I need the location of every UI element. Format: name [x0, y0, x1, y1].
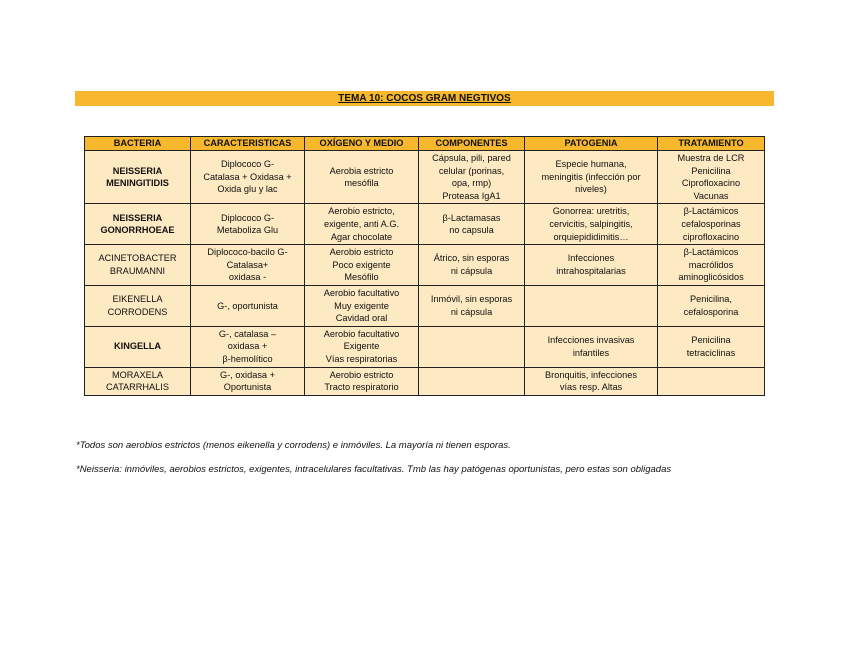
cell-patogenia: [525, 204, 658, 245]
cell-line: β-Lactamasas: [442, 212, 501, 223]
cell-line: Diplococo-bacilo G-: [207, 247, 288, 258]
cell-line: Poco exigente: [332, 259, 391, 270]
table-body: [85, 151, 765, 396]
cell-line: Catalasa+: [226, 259, 269, 270]
cell-line: celular (porinas,: [438, 165, 505, 176]
cell-line: Aerobio estricto: [329, 247, 394, 258]
cell-line: Aerobio estricto,: [328, 206, 395, 217]
cell-line: KINGELLA: [114, 341, 161, 352]
cell-bacteria: [85, 245, 191, 286]
cell-line: Exigente: [343, 341, 380, 352]
cell-line: G-, oxidasa +: [220, 369, 275, 380]
table-row: [85, 204, 765, 245]
cell-bacteria: [85, 151, 191, 204]
cell-line: Vacunas: [693, 190, 729, 201]
cell-line: mesófila: [344, 178, 379, 189]
cell-line: niveles): [575, 184, 607, 195]
cell-line: CATARRHALIS: [106, 382, 169, 393]
column-header-componentes: COMPONENTES: [419, 137, 525, 151]
page-title: TEMA 10: COCOS GRAM NEGTIVOS: [75, 91, 774, 106]
cell-patogenia: [525, 326, 658, 367]
cell-line: intrahospitalarias: [556, 266, 626, 277]
cell-patogenia: [525, 367, 658, 395]
cell-tratamiento: [658, 245, 765, 286]
cell-line: Penicilina: [691, 165, 731, 176]
cell-oxigeno: [305, 285, 419, 326]
cell-line: GONORRHOEAE: [100, 225, 175, 236]
cell-tratamiento: [658, 204, 765, 245]
cell-line: Aerobia estricto: [329, 165, 394, 176]
cell-bacteria: [85, 367, 191, 395]
table-row: [85, 285, 765, 326]
cell-line: Penicilina: [691, 335, 731, 346]
cell-patogenia: [525, 245, 658, 286]
cell-tratamiento: [658, 151, 765, 204]
cell-caracteristicas: [191, 204, 305, 245]
cell-line: Átrico, sin esporas: [433, 253, 510, 264]
cell-line: ciprofloxacino: [682, 231, 740, 242]
cell-bacteria: [85, 285, 191, 326]
cell-line: Penicilina,: [690, 294, 732, 305]
column-header-bacteria: BACTERIA: [85, 137, 191, 151]
cell-line: G-, oportunista: [217, 300, 278, 311]
cell-line: tetraciclinas: [686, 347, 736, 358]
cell-line: Infecciones: [567, 253, 615, 264]
cell-oxigeno: [305, 204, 419, 245]
cell-line: Especie humana,: [555, 159, 627, 170]
cell-line: exigente, anti A.G.: [323, 218, 400, 229]
cell-line: Oxida glu y lac: [217, 184, 278, 195]
cell-line: Tracto respiratorio: [324, 382, 399, 393]
column-header-patogenia: PATOGENIA: [525, 137, 658, 151]
cell-oxigeno: [305, 245, 419, 286]
cell-line: oxidasa +: [227, 341, 268, 352]
cell-line: Aerobio facultativo: [323, 287, 400, 298]
cell-line: vías resp. Altas: [559, 382, 623, 393]
cell-tratamiento: [658, 285, 765, 326]
cell-line: aminoglicósidos: [678, 272, 744, 283]
cell-patogenia: [525, 285, 658, 326]
cell-line: β-Lactámicos: [683, 247, 739, 258]
cell-line: cefalosporina: [683, 306, 739, 317]
cell-line: Cápsula, pili, pared: [432, 153, 511, 163]
cell-line: Vías respiratorias: [325, 353, 398, 364]
cell-line: ni cápsula: [450, 266, 493, 277]
cell-line: cervicitis, salpingitis,: [549, 218, 633, 229]
cell-line: Diplococo G-: [220, 212, 275, 223]
cell-line: macrólidos: [688, 259, 734, 270]
cell-line: MENINGITIDIS: [106, 178, 169, 189]
cell-line: EIKENELLA: [112, 294, 163, 305]
cell-line: orquiepididimitis…: [553, 231, 629, 242]
cell-componentes: [419, 151, 525, 204]
cell-line: Oportunista: [223, 382, 272, 393]
cell-tratamiento: [658, 367, 765, 395]
cell-caracteristicas: [191, 151, 305, 204]
cell-line: opa, rmp): [451, 178, 492, 189]
cell-line: Ciprofloxacino: [681, 178, 741, 189]
column-header-oxigeno: OXÍGENO Y MEDIO: [305, 137, 419, 151]
cell-line: BRAUMANNI: [109, 266, 166, 277]
cell-line: Bronquitis, infecciones: [545, 369, 637, 380]
cell-componentes: [419, 367, 525, 395]
cell-line: ACINETOBACTER: [98, 253, 177, 264]
cell-componentes: [419, 204, 525, 245]
cell-line: NEISSERIA: [112, 212, 163, 223]
table-row: [85, 151, 765, 204]
cell-oxigeno: [305, 151, 419, 204]
cell-componentes: [419, 245, 525, 286]
cell-line: Proteasa IgA1: [442, 190, 501, 201]
cell-line: Catalasa + Oxidasa +: [203, 171, 292, 182]
cell-bacteria: [85, 326, 191, 367]
cell-line: β-hemolítico: [222, 353, 273, 364]
cell-line: Aerobio estricto: [329, 369, 394, 380]
cell-line: meningitis (infección por: [541, 171, 641, 182]
cell-line: Agar chocolate: [330, 231, 393, 242]
cell-line: Muy exigente: [334, 300, 389, 311]
cell-line: G-, catalasa –: [218, 328, 277, 339]
cell-patogenia: [525, 151, 658, 204]
cell-line: no capsula: [449, 225, 494, 236]
cell-line: Diplococo G-: [220, 159, 275, 170]
table-row: [85, 367, 765, 395]
cell-bacteria: [85, 204, 191, 245]
column-header-tratamiento: TRATAMIENTO: [658, 137, 765, 151]
table-row: [85, 326, 765, 367]
footnote-1: *Todos son aerobios estrictos (menos eikenella y corrodens) e inmóviles. La mayoría ni tienen esporas.: [76, 440, 511, 451]
cell-line: Inmóvil, sin esporas: [430, 294, 513, 305]
cell-line: ni cápsula: [450, 306, 493, 317]
cell-line: infantiles: [572, 347, 610, 358]
cell-line: Mesófilo: [344, 272, 379, 283]
column-header-caracteristicas: CARACTERISTICAS: [191, 137, 305, 151]
footnote-2: *Neisseria: inmóviles, aerobios estrictos, exigentes, intracelulares facultativas. Tmb las hay patógenas oportunistas, pero estas son obligadas: [76, 464, 672, 475]
cell-line: Metaboliza Glu: [216, 225, 279, 236]
cell-caracteristicas: [191, 367, 305, 395]
cell-componentes: [419, 285, 525, 326]
cell-caracteristicas: [191, 245, 305, 286]
cell-line: Gonorrea: uretritis,: [552, 206, 630, 217]
cell-line: MORAXELA: [111, 369, 164, 380]
cell-tratamiento: [658, 326, 765, 367]
cell-line: Muestra de LCR: [677, 153, 745, 163]
cell-line: NEISSERIA: [112, 165, 163, 176]
table-header-row: [85, 137, 765, 151]
cell-oxigeno: [305, 367, 419, 395]
cell-caracteristicas: [191, 326, 305, 367]
cell-line: cefalosporinas: [681, 218, 741, 229]
cell-line: Aerobio facultativo: [323, 328, 400, 339]
table-row: [85, 245, 765, 286]
cell-line: CORRODENS: [107, 306, 168, 317]
cell-line: Cavidad oral: [335, 313, 388, 324]
cell-componentes: [419, 326, 525, 367]
cell-line: β-Lactámicos: [683, 206, 739, 217]
cell-caracteristicas: [191, 285, 305, 326]
cell-line: oxidasa -: [228, 272, 267, 283]
cell-line: Infecciones invasivas: [547, 335, 635, 346]
bacteria-table: [84, 136, 765, 396]
cell-oxigeno: [305, 326, 419, 367]
